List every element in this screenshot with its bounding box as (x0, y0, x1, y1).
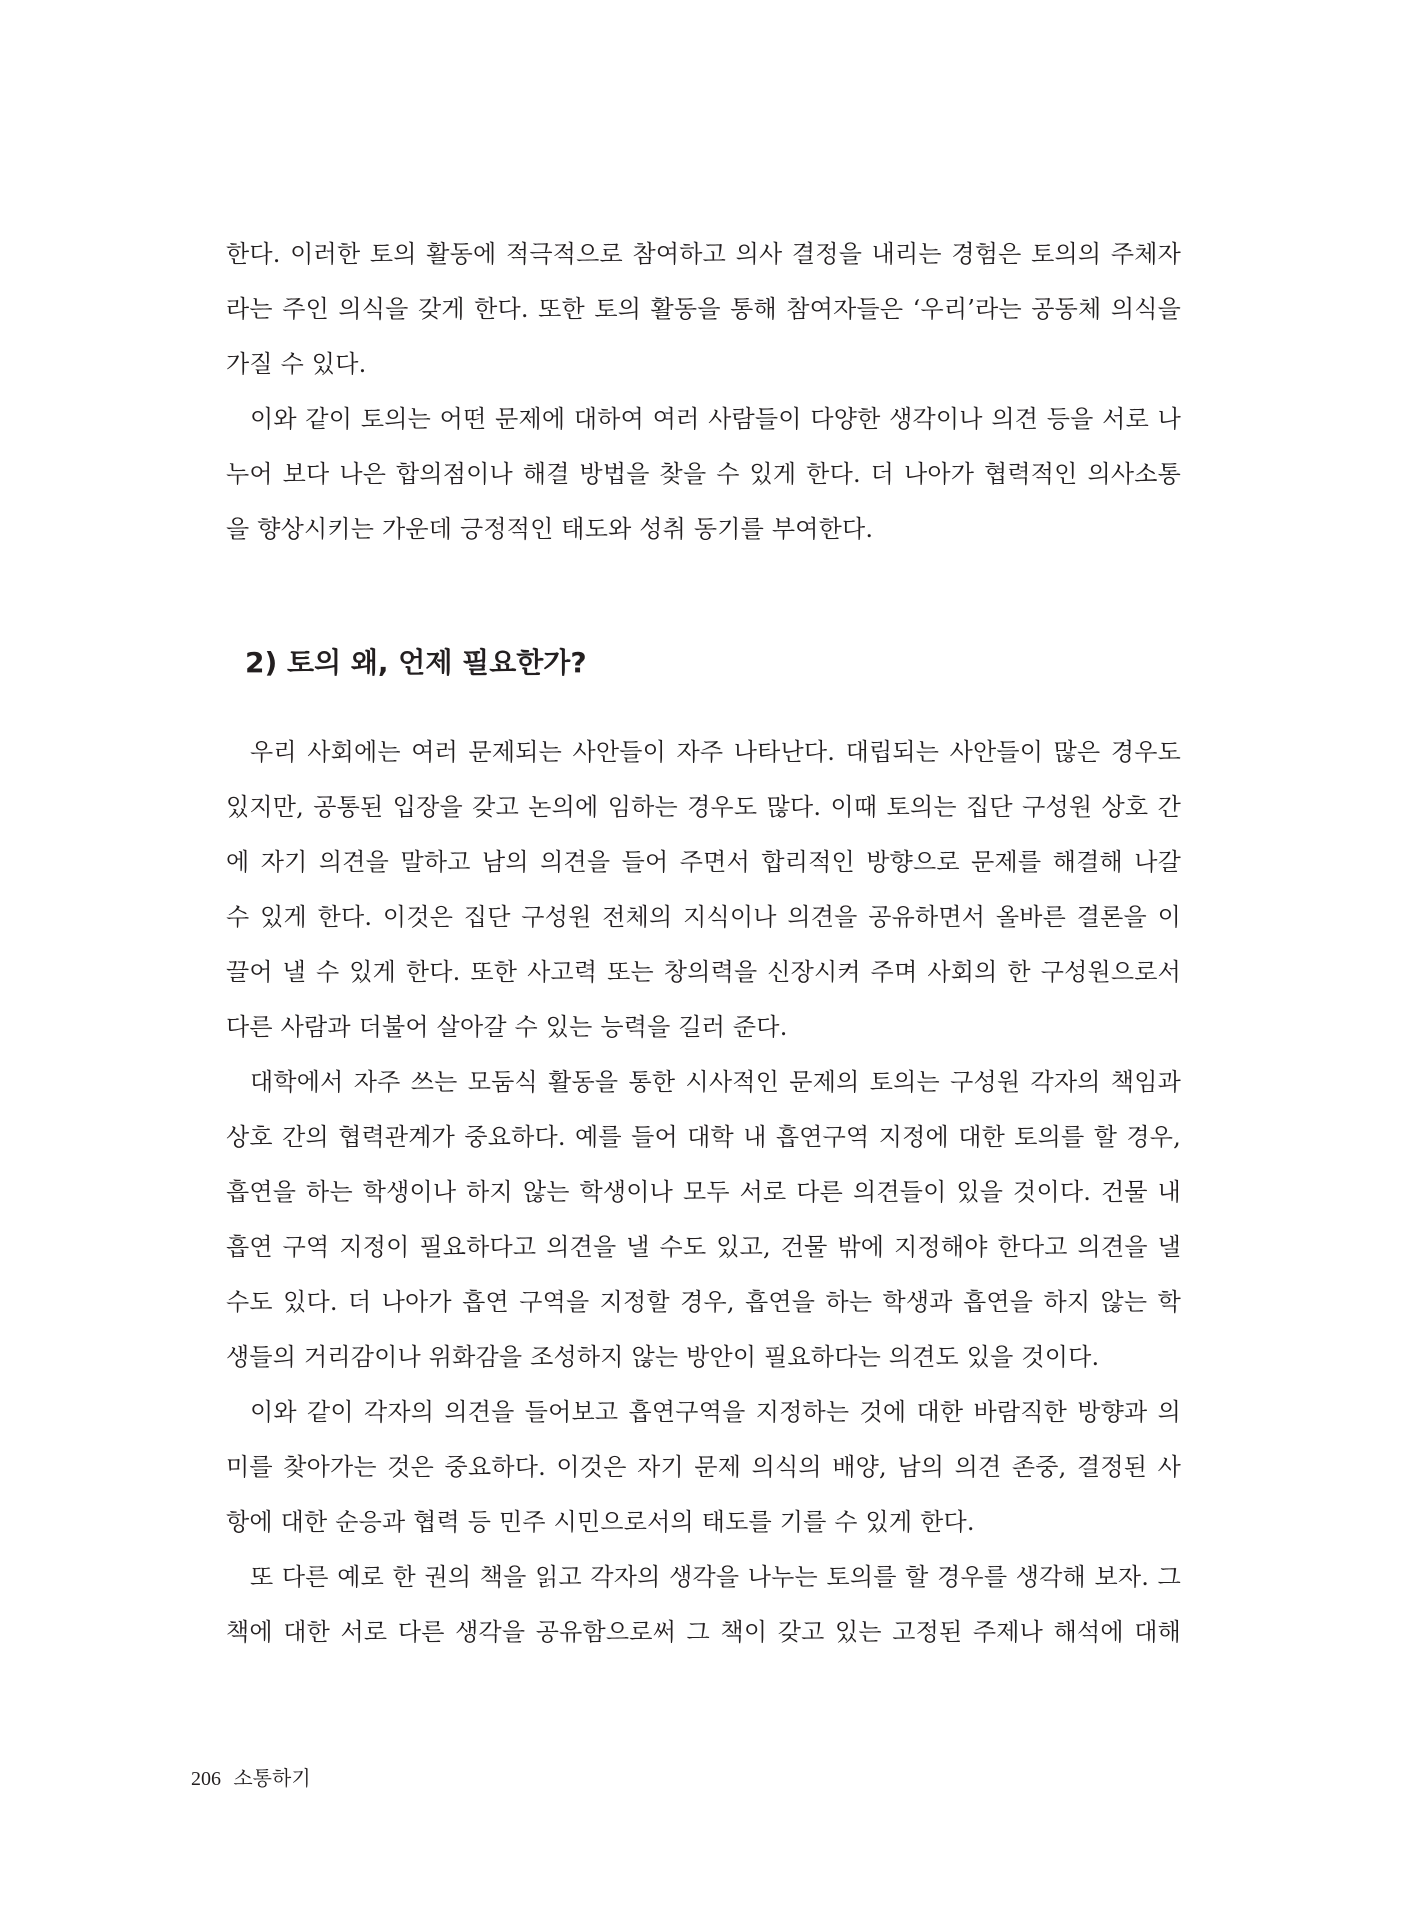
section-heading: 2) 토의 왜, 언제 필요한가? (245, 646, 587, 679)
text-line: 이와 같이 각자의 의견을 들어보고 흡연구역을 지정하는 것에 대한 바람직한 방향과 의 (250, 1398, 1181, 1426)
page-number: 206 (191, 1768, 221, 1790)
text-line: 또 다른 예로 한 권의 책을 읽고 각자의 생각을 나누는 토의를 할 경우를 생각해 보자. 그 (250, 1563, 1181, 1591)
text-line: 흡연을 하는 학생이나 하지 않는 학생이나 모두 서로 다른 의견들이 있을 것이다. 건물 내 (226, 1178, 1181, 1206)
text-line: 수도 있다. 더 나아가 흡연 구역을 지정할 경우, 흡연을 하는 학생과 흡연을 하지 않는 학 (226, 1288, 1181, 1316)
text-line: 흡연 구역 지정이 필요하다고 의견을 낼 수도 있고, 건물 밖에 지정해야 한다고 의견을 낼 (226, 1233, 1181, 1261)
text-line: 있지만, 공통된 입장을 갖고 논의에 임하는 경우도 많다. 이때 토의는 집단 구성원 상호 간 (226, 793, 1181, 821)
text-line: 이와 같이 토의는 어떤 문제에 대하여 여러 사람들이 다양한 생각이나 의견 등을 서로 나 (250, 405, 1181, 433)
text-line: 한다. 이러한 토의 활동에 적극적으로 참여하고 의사 결정을 내리는 경험은 토의의 주체자 (226, 240, 1181, 268)
text-line: 을 향상시키는 가운데 긍정적인 태도와 성취 동기를 부여한다. (226, 515, 874, 543)
text-line: 우리 사회에는 여러 문제되는 사안들이 자주 나타난다. 대립되는 사안들이 많은 경우도 (250, 738, 1181, 766)
text-line: 책에 대한 서로 다른 생각을 공유함으로써 그 책이 갖고 있는 고정된 주제나 해석에 대해 (226, 1618, 1181, 1646)
text-line: 상호 간의 협력관계가 중요하다. 예를 들어 대학 내 흡연구역 지정에 대한 토의를 할 경우, (226, 1123, 1181, 1151)
text-line: 미를 찾아가는 것은 중요하다. 이것은 자기 문제 의식의 배양, 남의 의견 존중, 결정된 사 (226, 1453, 1181, 1481)
text-line: 에 자기 의견을 말하고 남의 의견을 들어 주면서 합리적인 방향으로 문제를 해결해 나갈 (226, 848, 1181, 876)
top-text-block (226, 227, 1181, 557)
page-footer (191, 1763, 311, 1794)
running-title: 소통하기 (233, 1766, 311, 1790)
text-line: 누어 보다 나은 합의점이나 해결 방법을 찾을 수 있게 한다. 더 나아가 협력적인 의사소통 (226, 460, 1181, 488)
text-line: 수 있게 한다. 이것은 집단 구성원 전체의 지식이나 의견을 공유하면서 올바른 결론을 이 (226, 903, 1181, 931)
text-line: 끌어 낼 수 있게 한다. 또한 사고력 또는 창의력을 신장시켜 주며 사회의 한 구성원으로서 (226, 958, 1181, 986)
text-line: 가질 수 있다. (226, 350, 367, 378)
text-line: 생들의 거리감이나 위화감을 조성하지 않는 방안이 필요하다는 의견도 있을 것이다. (226, 1343, 1100, 1371)
text-line: 항에 대한 순응과 협력 등 민주 시민으로서의 태도를 기를 수 있게 한다. (226, 1508, 975, 1536)
text-line: 라는 주인 의식을 갖게 한다. 또한 토의 활동을 통해 참여자들은 ‘우리’라는 공동체 의식을 (226, 295, 1181, 323)
text-line: 다른 사람과 더불어 살아갈 수 있는 능력을 길러 준다. (226, 1013, 788, 1041)
bottom-text-block (226, 725, 1181, 1660)
text-line: 대학에서 자주 쓰는 모둠식 활동을 통한 시사적인 문제의 토의는 구성원 각자의 책임과 (250, 1068, 1181, 1096)
